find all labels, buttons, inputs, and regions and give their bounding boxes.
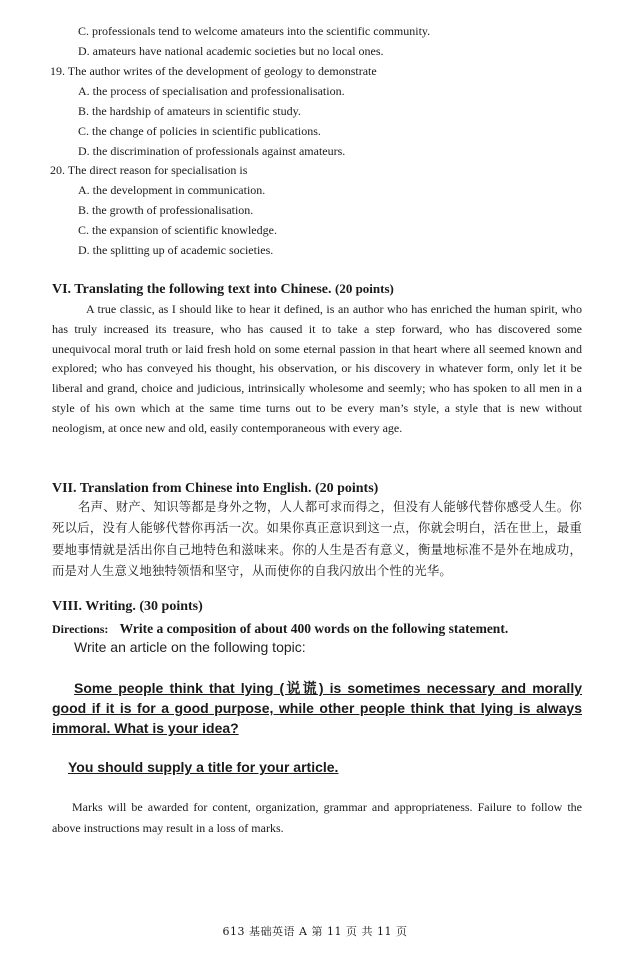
q19-option-c: C. the change of policies in scientific publications. xyxy=(78,124,321,138)
section-8-heading: VIII. Writing. (30 points) xyxy=(52,599,203,614)
q19-option-a: A. the process of specialisation and professionalisation. xyxy=(78,84,345,98)
title-instruction: You should supply a title for your article. xyxy=(68,759,339,775)
marking-note: Marks will be awarded for content, organization, grammar and appropriateness. Failure to follow the above instructions may result in a loss of marks. xyxy=(52,800,582,835)
directions-text: Write a composition of about 400 words on the following statement. xyxy=(119,621,509,636)
q19-stem: 19. The author writes of the development of geology to demonstrate xyxy=(50,64,377,78)
page-footer: 613 基础英语 A 第 11 页 共 11 页 xyxy=(222,925,408,938)
section-6-points: (20 points) xyxy=(335,281,394,296)
q18-option-c: C. professionals tend to welcome amateurs into the scientific community. xyxy=(78,24,431,38)
q20-option-c: C. the expansion of scientific knowledge. xyxy=(78,223,277,237)
section-6-passage: A true classic, as I should like to hear it defined, is an author who has enriched the human spirit, who has truly increased its treasure, who has caused it to take a step forward, who has discovered some unequivocal moral truth or laid fresh hold on some eternal passion in that heart where all seemed known and explored; who has conveyed his thought, his observation, or his discovery in whatever form, only let it be liberal and grand, choice and judicious, intrinsically wholesome and seemly; who has spoken to all men in a style of his own which at the same time turns out to be every man’s style, a style that is new without neologism, at once new and old, easily contemporaneous with every age. xyxy=(52,302,582,435)
topic-intro: Write an article on the following topic: xyxy=(74,639,306,655)
directions-label: Directions: xyxy=(52,622,109,636)
q20-option-b: B. the growth of professionalisation. xyxy=(78,203,254,217)
q19-option-d: D. the discrimination of professionals against amateurs. xyxy=(78,144,346,158)
directions xyxy=(52,621,508,637)
q18-option-d: D. amateurs have national academic societies but no local ones. xyxy=(78,44,384,58)
section-6-heading xyxy=(52,281,394,298)
q20-option-d: D. the splitting up of academic societies. xyxy=(78,243,274,257)
section-7-passage: 名声、财产、知识等都是身外之物，人人都可求而得之，但没有人能够代替你感受人生。你死以后，没有人能够代替你再活一次。如果你真正意识到这一点，你就会明白，活在世上，最重要地事情就是活出你自己地特色和滋味来。你的人生是否有意义，衡量地标准不是外在地成功，而是对人生意义地独特领悟和坚守，从而使你的自我闪放出个性的光华。 xyxy=(52,500,582,578)
writing-topic: Some people think that lying (说谎) is sometimes necessary and morally good if it is for a good purpose, while other people think that lying is always immoral. What is your idea? xyxy=(52,680,582,736)
q19-option-b: B. the hardship of amateurs in scientific study. xyxy=(78,104,301,118)
section-6-title: VI. Translating the following text into Chinese. xyxy=(52,282,332,297)
q20-stem: 20. The direct reason for specialisation is xyxy=(50,163,248,177)
section-7-heading: VII. Translation from Chinese into English. (20 points) xyxy=(52,481,379,496)
q20-option-a: A. the development in communication. xyxy=(78,183,266,197)
